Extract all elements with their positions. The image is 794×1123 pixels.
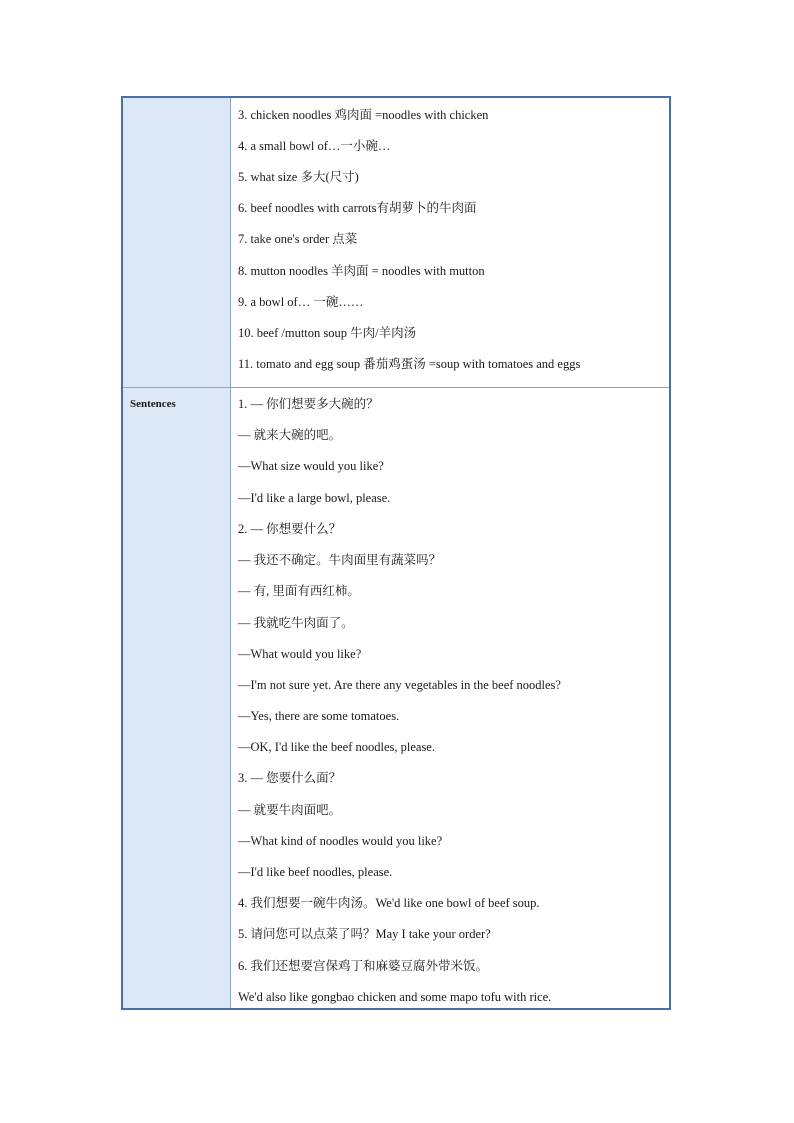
sentences-row (123, 388, 669, 1008)
vocabulary-table (121, 96, 671, 1010)
sentence-line: —I'd like beef noodles, please. (238, 865, 393, 879)
sentence-line: —What size would you like? (238, 459, 384, 473)
phrases-content-cell (231, 98, 669, 387)
sentence-line: —I'd like a large bowl, please. (238, 491, 391, 505)
sentence-line: —I'm not sure yet. Are there any vegetables in the beef noodles? (238, 678, 561, 692)
sentence-line: 6. 我们还想要宫保鸡丁和麻婆豆腐外带米饭。 (238, 959, 489, 973)
sentence-line: 3. — 您要什么面？ (238, 771, 342, 785)
sentence-line: 1. — 你们想要多大碗的？ (238, 397, 379, 411)
phrase-line: 11. tomato and egg soup 番茄鸡蛋汤 =soup with tomatoes and eggs (238, 357, 581, 371)
phrase-line: 8. mutton noodles 羊肉面 = noodles with mutton (238, 264, 485, 278)
sentence-line: 5. 请问您可以点菜了吗？May I take your order? (238, 927, 491, 941)
sentence-line: — 我还不确定。牛肉面里有蔬菜吗？ (238, 553, 442, 567)
sentence-line: —What kind of noodles would you like? (238, 834, 443, 848)
sentence-line: We'd also like gongbao chicken and some mapo tofu with rice. (238, 990, 552, 1004)
sentence-line: 2. — 你想要什么？ (238, 522, 342, 536)
sentence-line: — 就来大碗的吧。 (238, 428, 342, 442)
sentence-line: 4. 我们想要一碗牛肉汤。We'd like one bowl of beef soup. (238, 896, 540, 910)
phrase-line: 6. beef noodles with carrots有胡萝卜的牛肉面 (238, 201, 477, 215)
phrase-line: 9. a bowl of… 一碗…… (238, 295, 364, 309)
sentences-label-cell (123, 388, 231, 1008)
sentence-line: —What would you like? (238, 647, 362, 661)
phrase-line: 5. what size 多大(尺寸) (238, 170, 359, 184)
sentences-content-cell (231, 388, 669, 1008)
phrase-line: 7. take one's order 点菜 (238, 232, 358, 246)
phrases-label-cell (123, 98, 231, 387)
phrases-row (123, 98, 669, 388)
phrase-line: 3. chicken noodles 鸡肉面 =noodles with chicken (238, 108, 489, 122)
phrase-line: 10. beef /mutton soup 牛肉/羊肉汤 (238, 326, 417, 340)
phrase-line: 4. a small bowl of…一小碗… (238, 139, 391, 153)
sentence-line: —Yes, there are some tomatoes. (238, 709, 400, 723)
sentence-line: — 就要牛肉面吧。 (238, 803, 342, 817)
sentences-label: Sentences (130, 398, 176, 410)
sentence-line: —OK, I'd like the beef noodles, please. (238, 740, 435, 754)
sentence-line: — 我就吃牛肉面了。 (238, 616, 354, 630)
sentence-line: — 有, 里面有西红柿。 (238, 584, 360, 598)
